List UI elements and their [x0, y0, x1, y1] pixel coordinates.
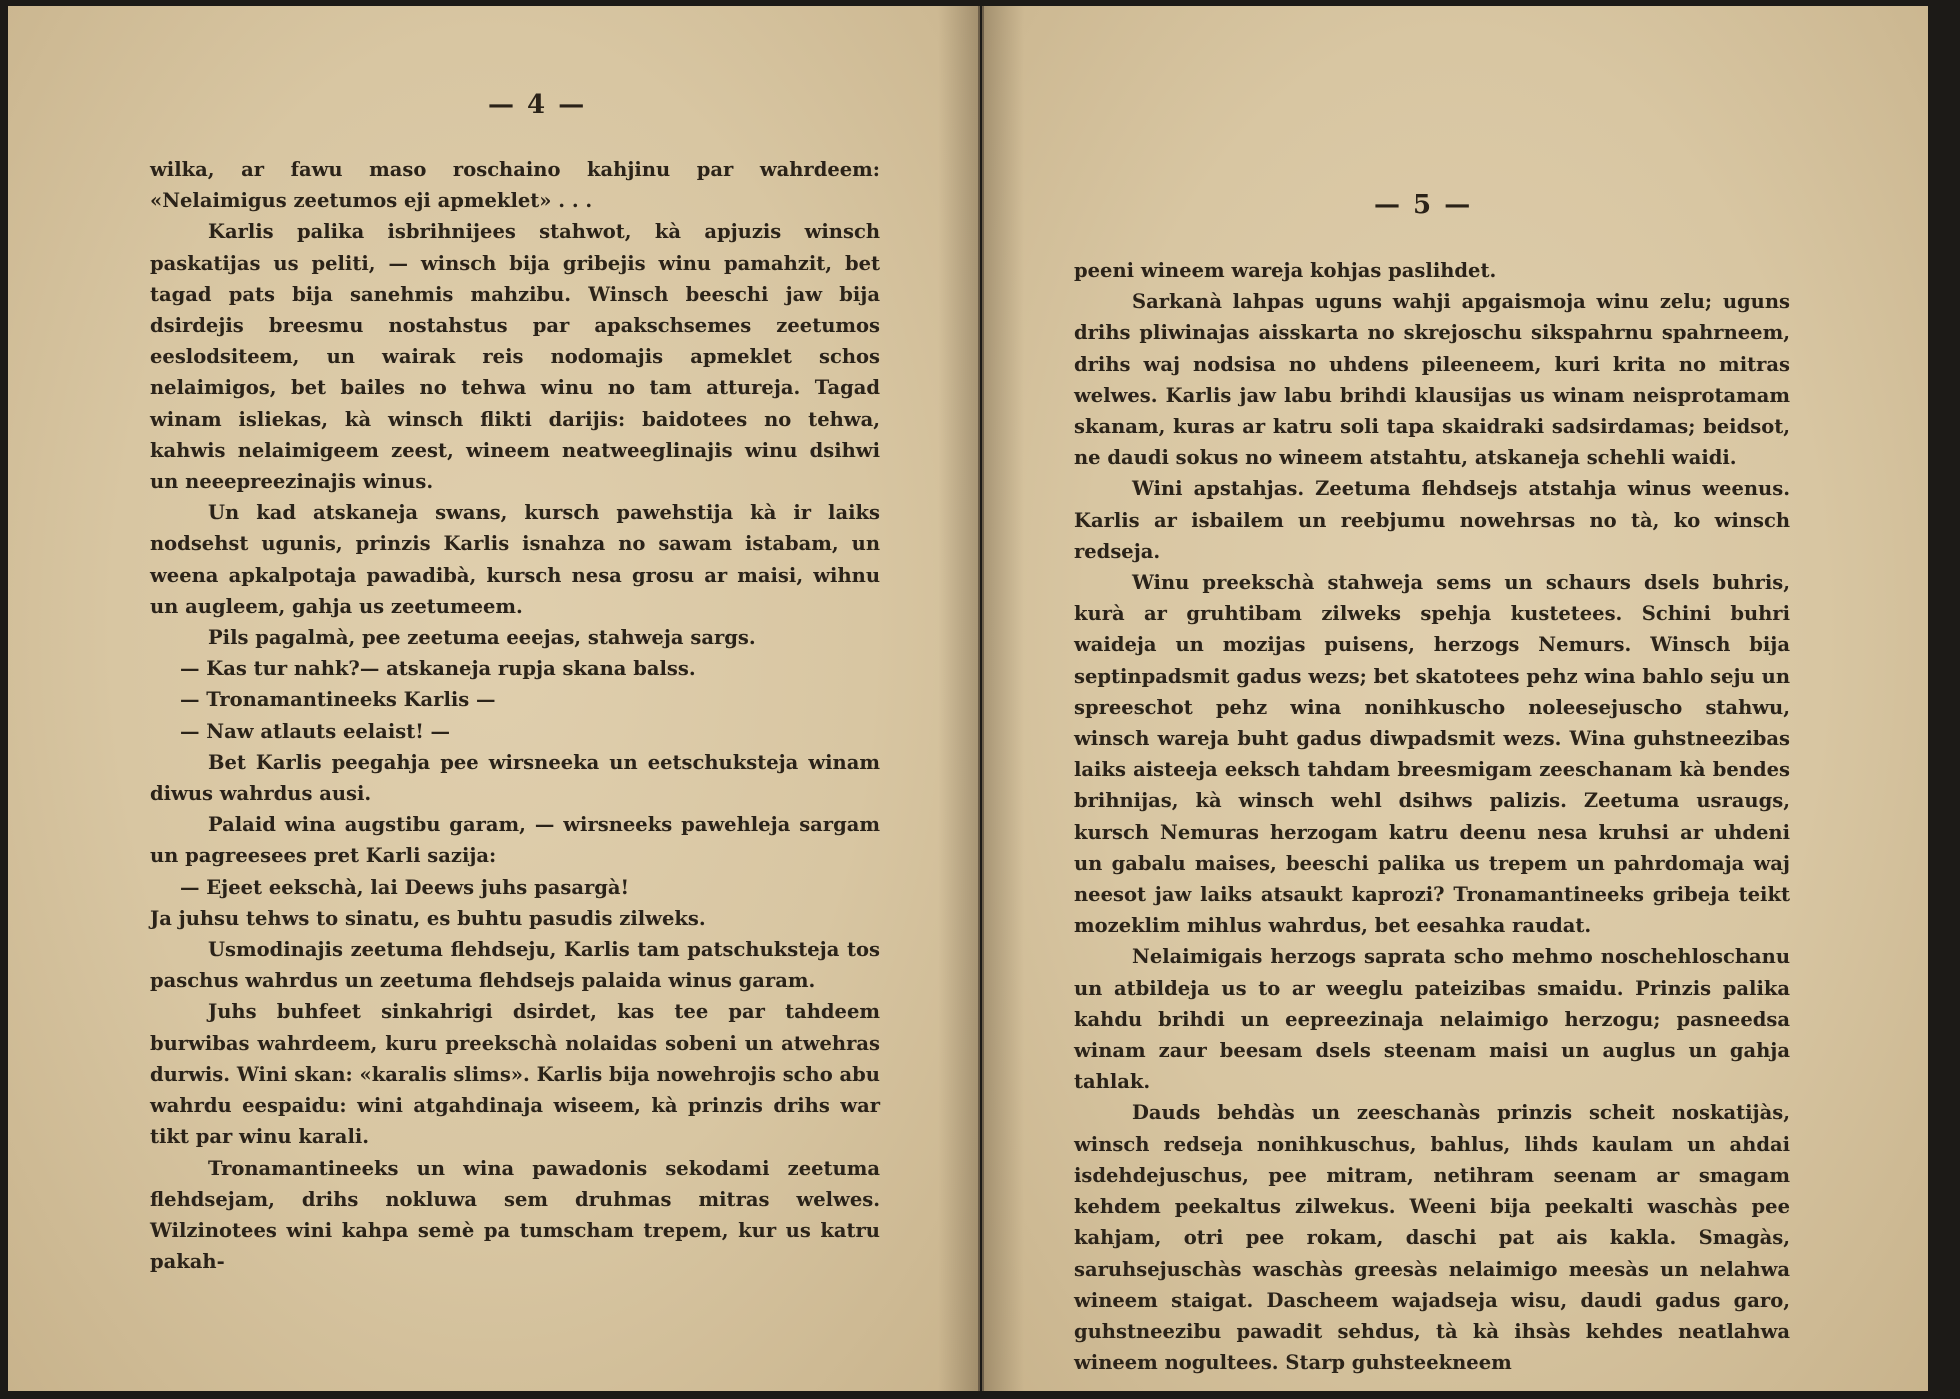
gutter-shadow — [938, 6, 978, 1391]
paragraph: Dauds behdàs un zeeschanàs prinzis scheit noskatijàs, winsch redseja nonihkuschus, bahlus, lihds kaulam un ahdai isdehdejuschus, pee mitram, netihram seenam ar smagam kehdem peekaltus zilwekus. Weeni bija peekalti waschàs pee kahjam, otri pee rokam, daschi pat ais kakla. Smagàs, saruhsejuschàs waschàs greesàs nelaimigo meesàs un nelahwa wineem staigat. Dascheem wajadseja wisu, daudi gadus garo, guhstneezibu pawadit sehdus, tà kà ihsàs kehdes neatlahwa wineem nogultees. Starp guhsteekneem — [1074, 1101, 1790, 1375]
right-page — [982, 6, 1928, 1391]
gutter-shadow — [984, 6, 1024, 1391]
paragraph: — Tronamantineeks Karlis — — [180, 688, 496, 712]
paragraph: — Ejeet eekschà, lai Deews juhs pasargà! — [180, 875, 630, 899]
paragraph: Karlis palika isbrihnijees stahwot, kà apjuzis winsch paskatijas us peliti, — winsch bija gribejis winu pamahzit, bet tagad pats bija sanehmis mahzibu. Winsch beeschi jaw bija dsirdejis breesmu nostahstus par apakschsemes zeetumos eeslodsiteem, un wairak reis nodomajis apmeklet schos nelaimigos, bet bailes no tehwa winu no tam attureja. Tagad winam isliekas, kà winsch flikti darijis: baidotees no tehwa, kahwis nelaimigeem zeest, wineem neatweeglinajis winu dsihwi un neeepreezinajis winus. — [150, 220, 880, 494]
paragraph: Nelaimigais herzogs saprata scho mehmo noschehloschanu un atbildeja us to ar weeglu pateizibas smaidu. Prinzis palika kahdu brihdi un eepreezinaja nelaimigo herzogu; pasneedsa winam zaur beesam dsels steenam maisi un auglus un gahja tahlak. — [1074, 945, 1790, 1094]
paragraph: — Naw atlauts eelaist! — — [180, 719, 451, 743]
page-number: — 4 — — [488, 90, 587, 120]
page-body-text — [150, 154, 880, 1277]
paragraph: wilka, ar fawu maso roschaino kahjinu par wahrdeem: «Nelaimigus zeetumos eji apmeklet» . . . — [150, 158, 880, 213]
paragraph: Bet Karlis peegahja pee wirsneeka un eetschukstejа winam diwus wahrdus ausi. — [150, 750, 880, 806]
paragraph: Palaid wina augstibu garam, — wirsneeks pawehleja sargam un pagreesees pret Karli sazija: — [150, 813, 880, 868]
paragraph: Winu preekschà stahweja sems un schaurs dsels buhris, kurà ar gruhtibam zilweks spehja kustetees. Schini buhri waideja un mozijas puisens, herzogs Nemurs. Winsch bija septinpadsmit gadus wezs; bet skatotees pehz wina bahlo seju un spreeschot pehz wina nonihkuschо noleesejuscho stahwu, winsch wareja buht gadus diwpadsmit wezs. Wina guhstneezibas laiks aisteeja eeksch tahdam breesmigam zeeschanam kà bendes brihnijas, kà winsch wehl dsihws palizis. Zeetuma usraugs, kursch Nemuras herzogam katru deenu nesa kruhsi ar uhdeni un gabalu maises, beeschi palika us trepem un pahrdomaja waj neesot jaw laiks atsaukt kaprozi? Tronamantineeks gribeja teikt mozeklim mihlus wahrdus, bet eesahka raudat. — [1074, 571, 1790, 938]
paragraph: Tronamantineeks un wina pawadonis sekodami zeetuma flehdsejam, drihs nokluwa sem druhmas mitras welwes. Wilzinotees wini kahpa semè pa tumscham trepem, kur us katru pakah- — [150, 1156, 880, 1274]
page-body-text — [1074, 255, 1790, 1378]
book-spread — [8, 6, 1928, 1391]
paragraph: Pils pagalmà, pee zeetuma eeejas, stahweja sargs. — [208, 626, 756, 650]
paragraph: Ja juhsu tehws to sinatu, es buhtu pasudis zilweks. — [150, 906, 706, 930]
paragraph: Sarkanà lahpas uguns wahji apgaismoja winu zelu; uguns drihs pliwinajas aisskarta no skrejoschu sikspahrnu spahrneem, drihs waj nodsisa no uhdens pileeneem, kuri krita no mitras welwes. Karlis jaw labu brihdi klausijas us winam neisprotamam skanam, kuras ar katru soli tapa skaidraki sadsirdamas; beidsot, ne daudi sokus no wineem atstahtu, atskaneja schehli waidi. — [1074, 290, 1790, 470]
paragraph: peeni wineem wareja kohjas paslihdet. — [1074, 259, 1497, 282]
paragraph: Un kad atskaneja swans, kursch pawehstija kà ir laiks nodsehst ugunis, prinzis Karlis isnahza no sawam istabam, un weena apkalpotaja pawadibà, kursch nesa grosu ar maisi, wihnu un augleem, gahja us zeetumeem. — [150, 501, 880, 618]
page-number: — 5 — — [1374, 190, 1473, 220]
left-page — [8, 6, 980, 1391]
paragraph: Juhs buhfeet sinkahrigi dsirdet, kas tee par tahdeem burwibas wahrdeem, kuru preekschà nolaidas sobeni un atwehras durwis. Wini skan: «karalis slims». Karlis bija nowehrojis scho abu wahrdu eespaidu: wini atgahdinaja wiseem, kà prinzis drihs war tikt par winu karali. — [150, 1000, 880, 1149]
paragraph: — Kas tur nahk?— atskaneja rupja skana balss. — [180, 657, 696, 681]
paragraph: Usmodinajis zeetuma flehdseju, Karlis tam patschukstejа tos paschus wahrdus un zeetuma flehdsejs palaida winus garam. — [150, 938, 880, 993]
paragraph: Wini apstahjas. Zeetuma flehdsejs atstahja winus weenus. Karlis ar isbailem un reebjumu nowehrsas no tà, ko winsch redseja. — [1074, 477, 1790, 563]
